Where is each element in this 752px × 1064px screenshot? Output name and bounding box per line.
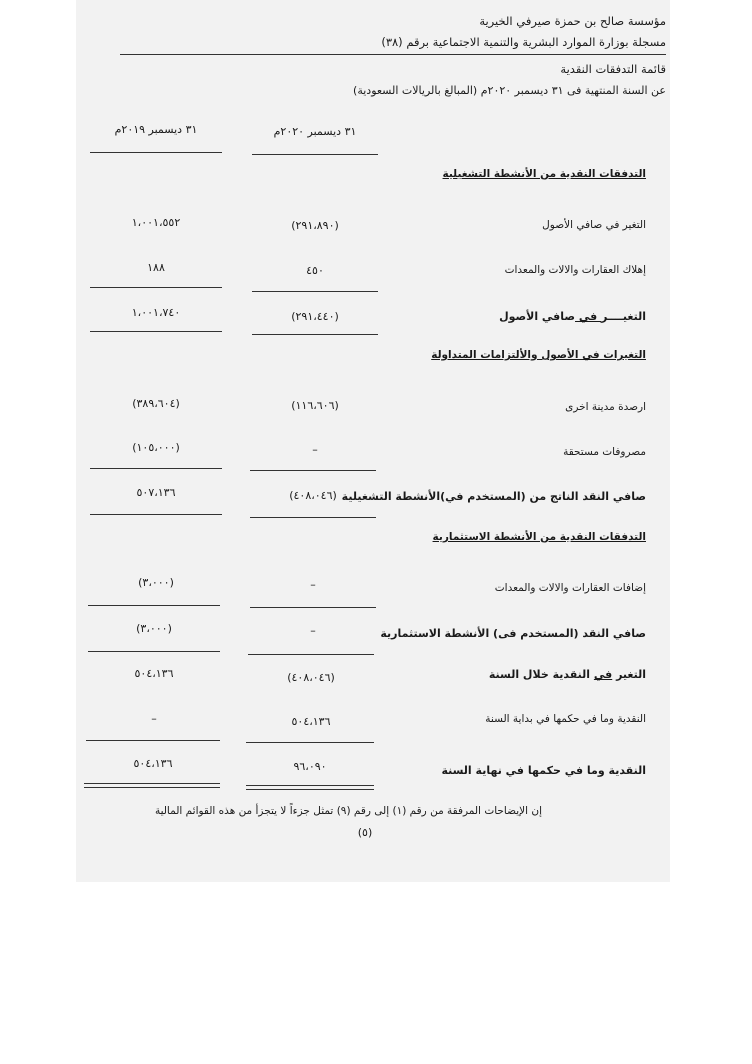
row-cash-ending-2020: ٩٦،٠٩٠ xyxy=(293,760,327,773)
row-adjusted-change-net-assets-2019: ١،٠٠١،٧٤٠ xyxy=(131,306,181,319)
section-operating-heading: التدفقات النقدية من الأنشطة التشغيلية xyxy=(442,168,646,180)
row-depreciation-label: إهلاك العقارات والالات والمعدات xyxy=(504,264,646,276)
row-change-net-assets-2020: (٢٩١،٨٩٠) xyxy=(291,219,339,232)
row-other-receivables-label: ارصدة مدينة اخرى xyxy=(565,401,646,413)
label-part-underlined: في xyxy=(575,310,602,323)
rule-cash-end-top-2019 xyxy=(86,740,220,741)
rule-investing-total-2019 xyxy=(88,651,220,652)
statement-title: قائمة التدفقات النقدية xyxy=(560,62,666,76)
row-change-in-cash-2020: (٤٠٨،٠٤٦) xyxy=(287,671,335,684)
row-net-investing-cash-label: صافي النقد (المستخدم فى) الأنشطة الاستثمارية xyxy=(380,627,646,640)
row-cash-beginning-2019: – xyxy=(151,712,157,725)
notes-statement: إن الإيضاحات المرفقة من رقم (١) إلى رقم (٩) تمثل جزءاً لا يتجزأ من هذه القوائم المالية xyxy=(154,805,542,817)
organization-name: مؤسسة صالح بن حمزة صيرفي الخيرية xyxy=(479,14,666,28)
row-adjusted-change-net-assets-label xyxy=(499,310,646,323)
rule-subtotal-1-2020 xyxy=(252,291,378,292)
column-header-rule-2020 xyxy=(252,154,378,155)
row-change-in-cash-label xyxy=(489,668,646,681)
row-accrued-expenses-2019: (١٠٥،٠٠٠) xyxy=(132,441,180,454)
column-header-2020: ٣١ ديسمبر ٢٠٢٠م xyxy=(273,125,357,138)
row-change-in-cash-2019: ٥٠٤،١٣٦ xyxy=(134,667,174,680)
row-cash-beginning-label: النقدية وما في حكمها في بداية السنة xyxy=(485,713,646,725)
rule-investing-2020 xyxy=(250,607,376,608)
column-header-rule-2019 xyxy=(90,152,222,153)
column-header-2019: ٣١ ديسمبر ٢٠١٩م xyxy=(114,123,198,136)
page-number: (٥) xyxy=(357,826,373,839)
row-depreciation-2019: ١٨٨ xyxy=(147,261,165,274)
statement-period: عن السنة المنتهية فى ٣١ ديسمبر ٢٠٢٠م (المبالغ بالريالات السعودية) xyxy=(353,84,666,97)
label-part-underlined: في xyxy=(593,668,613,681)
rule-cash-end-top-2020 xyxy=(246,742,374,743)
row-adjusted-change-net-assets-2020: (٢٩١،٤٤٠) xyxy=(291,310,339,323)
section-working-capital-heading: التغيرات في الأصول والألتزامات المتداولة xyxy=(431,349,646,361)
row-cash-ending-2019: ٥٠٤،١٣٦ xyxy=(133,757,173,770)
row-accrued-expenses-label: مصروفات مستحقة xyxy=(563,446,646,458)
rule-investing-total-2020 xyxy=(248,654,374,655)
label-part: التغير xyxy=(612,668,646,681)
rule-subtotal-2-2020 xyxy=(250,470,376,471)
header-rule xyxy=(120,54,666,55)
rule-subtotal-1b-2019 xyxy=(90,331,222,332)
row-change-net-assets-label: التغير في صافي الأصول xyxy=(542,219,646,231)
rule-investing-2019 xyxy=(88,605,220,606)
rule-cash-end-double-2019 xyxy=(84,783,220,788)
row-net-operating-cash-label: صافي النقد الناتج من (المستخدم في)الأنشطة التشغيلية xyxy=(341,490,646,503)
row-ppe-additions-2020: – xyxy=(310,578,316,591)
row-cash-beginning-2020: ٥٠٤،١٣٦ xyxy=(291,715,331,728)
row-ppe-additions-label: إضافات العقارات والالات والمعدات xyxy=(494,582,646,594)
registration-line: مسجلة بوزارة الموارد البشرية والتنمية الاجتماعية برقم (٣٨) xyxy=(381,35,666,49)
row-net-investing-cash-2019: (٣،٠٠٠) xyxy=(136,622,172,635)
row-other-receivables-2020: (١١٦،٦٠٦) xyxy=(291,399,339,412)
row-other-receivables-2019: (٣٨٩،٦٠٤) xyxy=(132,397,180,410)
label-part: النقدية خلال السنة xyxy=(488,668,594,681)
rule-subtotal-1-2019 xyxy=(90,287,222,288)
row-cash-ending-label: النقدية وما في حكمها في نهاية السنة xyxy=(441,764,646,777)
rule-operating-total-2020 xyxy=(250,517,376,518)
rule-cash-end-double-2020 xyxy=(246,785,374,790)
label-part: صافي الأصول xyxy=(499,310,576,323)
label-part: التغيــــر xyxy=(601,310,646,323)
section-investing-heading: التدفقات النقدية من الأنشطة الاستثمارية xyxy=(432,531,646,543)
row-ppe-additions-2019: (٣،٠٠٠) xyxy=(138,576,174,589)
rule-subtotal-1b-2020 xyxy=(252,334,378,335)
row-accrued-expenses-2020: – xyxy=(312,443,318,456)
row-net-operating-cash-2019: ٥٠٧،١٣٦ xyxy=(136,486,176,499)
row-depreciation-2020: ٤٥٠ xyxy=(306,264,324,277)
row-net-investing-cash-2020: – xyxy=(310,624,316,637)
rule-subtotal-2-2019 xyxy=(90,468,222,469)
row-change-net-assets-2019: ١،٠٠١،٥٥٢ xyxy=(131,216,181,229)
row-net-operating-cash-2020: (٤٠٨،٠٤٦) xyxy=(289,489,337,502)
rule-operating-total-2019 xyxy=(90,514,222,515)
